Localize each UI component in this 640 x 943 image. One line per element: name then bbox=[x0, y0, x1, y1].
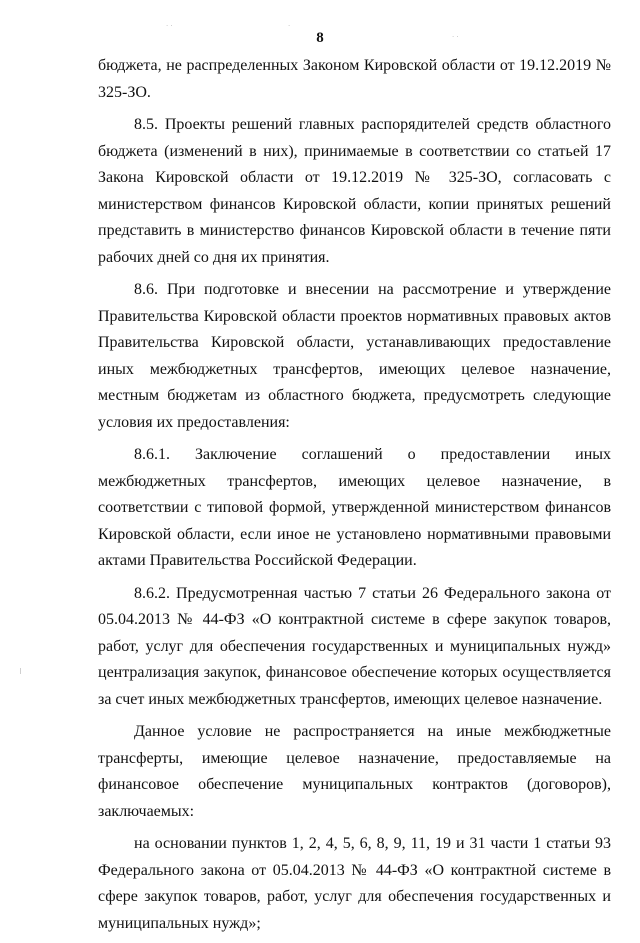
scan-artifact-right: · · bbox=[452, 33, 459, 41]
document-body bbox=[98, 53, 611, 943]
scan-edge-mark bbox=[20, 668, 21, 674]
paragraph-8-6-2: 8.6.2. Предусмотренная частью 7 статьи 26 Федерального закона от 05.04.2013 № 44-ФЗ «О контрактной системе в сфере закупок товаров, работ, услуг для обеспечения государственных и муниципальных нужд» централизация закупок, финансовое обеспечение которых осуществляется за счет иных межбюджетных трансфертов, имеющих целевое назначение. bbox=[98, 584, 611, 708]
paragraph-continuation: бюджета, не распределенных Законом Кировской области от 19.12.2019 № 325-ЗО. bbox=[98, 57, 611, 101]
paragraph-exception: Данное условие не распространяется на иные межбюджетные трансферты, имеющие целевое назначение, предоставляемые на финансовое обеспечение муниципальных контрактов (договоров), заключаемых: bbox=[98, 723, 611, 820]
paragraph-8-6-1: 8.6.1. Заключение соглашений о предоставлении иных межбюджетных трансфертов, имеющих целевое назначение, в соответствии с типовой формой, утвержденной министерством финансов Кировской области, если иное не установлено нормативными правовыми актами Правительства Российской Федерации. bbox=[98, 446, 611, 569]
paragraph-8-6: 8.6. При подготовке и внесении на рассмотрение и утверждение Правительства Кировской области проектов нормативных правовых актов Правительства Кировской области, устанавливающих предоставление иных межбюджетных трансфертов, имеющих целевое назначение, местным бюджетам из областного бюджета, предусмотреть следующие условия их предоставления: bbox=[98, 281, 611, 431]
scan-artifact-center: · bbox=[288, 22, 291, 30]
paragraph-basis: на основании пунктов 1, 2, 4, 5, 6, 8, 9, 11, 19 и 31 части 1 статьи 93 Федерального закона от 05.04.2013 № 44-ФЗ «О контрактной системе в сфере закупок товаров, работ, услуг для обеспечения государственных и муниципальных нужд»; bbox=[98, 835, 611, 932]
page-number: 8 bbox=[316, 30, 324, 46]
paragraph-8-5: 8.5. Проекты решений главных распорядителей средств областного бюджета (изменений в них), принимаемые в соответствии со статьей 17 Закона Кировской области от 19.12.2019 № 325-ЗО, согласовать с министерством финансов Кировской области, копии принятых решений представить в министерство финансов Кировской области в течение пяти рабочих дней со дня их принятия. bbox=[98, 116, 611, 266]
scan-artifact-left: · · bbox=[166, 22, 173, 30]
